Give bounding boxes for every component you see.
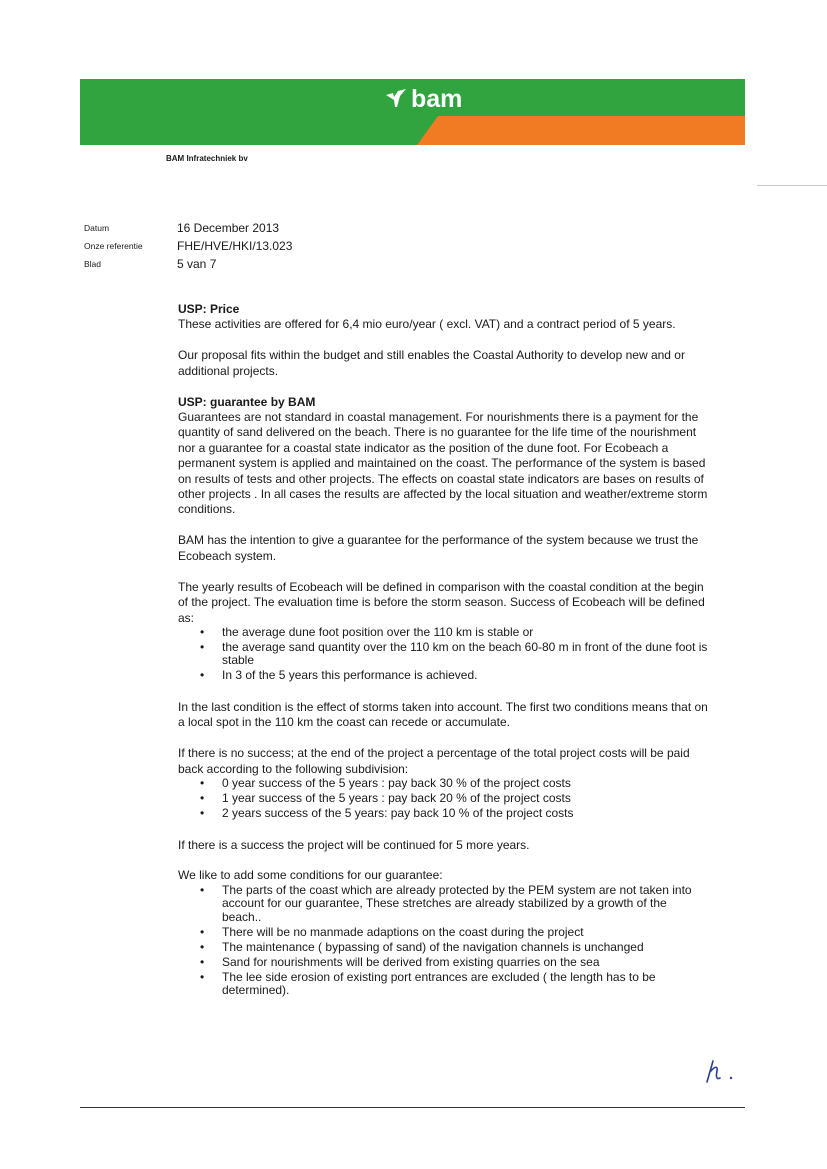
meta-value: 16 December 2013 (177, 221, 280, 235)
company-name: BAM Infratechniek bv (166, 154, 248, 163)
success-list (178, 626, 708, 683)
guarantee-paragraph-4: In the last condition is the effect of storms taken into account. The first two conditions means that on a local spot in the 110 km the coast can recede or accumulate. (178, 699, 708, 730)
guarantee-paragraph-1: Guarantees are not standard in coastal management. For nourishments there is a payment for the quantity of sand delivered on the beach. There is no guarantee for the life time of the nourishment nor a guarantee for a coastal state indicator as the position of the dune foot. For Ecobeach a permanent system is applied and maintained on the coast. The performance of the system is based on results of tests and other projects. The effects on coastal state indicators are bases on results of other projects . In all cases the results are affected by the local situation and weather/extreme storm conditions. (178, 410, 708, 517)
bam-bird-icon (384, 87, 408, 111)
handwritten-initial (704, 1058, 740, 1089)
footer-rule (80, 1107, 745, 1108)
list-item: • the average sand quantity over the 110 km on the beach 60-80 m in front of the dune foot is stable (178, 641, 708, 668)
meta-row (84, 219, 292, 237)
meta-block (84, 219, 292, 273)
guarantee-paragraph-2: BAM has the intention to give a guarantee for the performance of the system because we trust the Ecobeach system. (178, 533, 699, 563)
meta-row (84, 255, 292, 273)
bam-logo (384, 84, 474, 114)
list-item: • The parts of the coast which are already protected by the PEM system are not taken into account for our guarantee, These stretches are already stabilized by a growth of the beach.. (178, 884, 708, 925)
list-item: • 2 years success of the 5 years: pay back 10 % of the project costs (178, 807, 708, 821)
side-rule (757, 185, 827, 186)
guarantee-paragraph-5: If there is no success; at the end of the project a percentage of the total project costs will be paid back according to the following subdivision: (178, 746, 690, 776)
meta-value: 5 van 7 (177, 257, 217, 271)
conditions-list (178, 884, 708, 998)
price-paragraph-1: These activities are offered for 6,4 mio euro/year ( excl. VAT) and a contract period of 5 years. (178, 317, 676, 332)
list-item: • 0 year success of the 5 years : pay back 30 % of the project costs (178, 777, 708, 791)
meta-row (84, 237, 292, 255)
meta-label: Blad (84, 259, 102, 269)
list-item: • The lee side erosion of existing port entrances are excluded ( the length has to be determined). (178, 971, 708, 998)
list-item: • Sand for nourishments will be derived from existing quarries on the sea (178, 956, 708, 970)
guarantee-paragraph-7: We like to add some conditions for our guarantee: (178, 868, 443, 883)
guarantee-paragraph-3: The yearly results of Ecobeach will be defined in comparison with the coastal condition at the begin of the project. The evaluation time is before the storm season. Success of Ecobeach will be defined as: (178, 579, 705, 625)
meta-label: Onze referentie (84, 241, 143, 251)
list-item: • the average dune foot position over the 110 km is stable or (178, 626, 708, 640)
price-heading: USP: Price (178, 302, 240, 316)
payback-list (178, 777, 708, 821)
letter-body (178, 302, 708, 999)
logo-text: bam (411, 84, 463, 113)
guarantee-heading: USP: guarantee by BAM (178, 394, 316, 409)
meta-label: Datum (84, 223, 110, 233)
list-item: • The maintenance ( bypassing of sand) of the navigation channels is unchanged (178, 941, 708, 955)
list-item: • 1 year success of the 5 years : pay back 20 % of the project costs (178, 792, 708, 806)
list-item: • There will be no manmade adaptions on the coast during the project (178, 926, 708, 940)
price-paragraph-2: Our proposal fits within the budget and still enables the Coastal Authority to develop new and or additional projects. (178, 348, 685, 378)
guarantee-paragraph-6: If there is a success the project will be continued for 5 more years. (178, 837, 530, 852)
meta-value: FHE/HVE/HKI/13.023 (177, 239, 293, 253)
list-item: • In 3 of the 5 years this performance is achieved. (178, 669, 708, 683)
